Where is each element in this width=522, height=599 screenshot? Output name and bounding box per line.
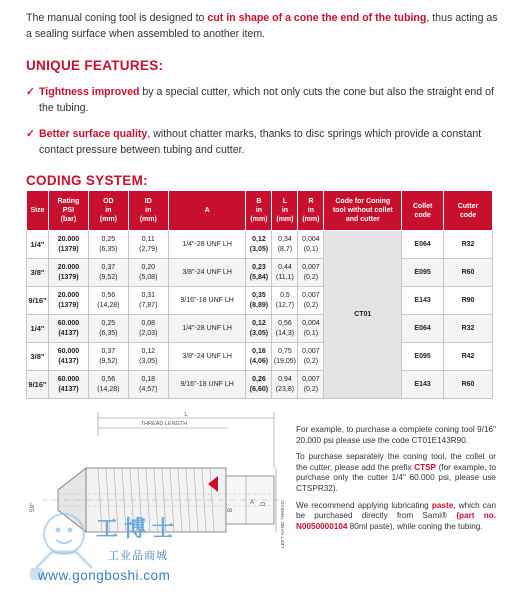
col-r: R in (mm) [298,191,324,231]
watermark-logo-text: 工博士 [96,516,181,542]
watermark-subtitle: 工业品商城 [108,550,168,562]
label-angle: 59° [29,502,36,512]
checkmark-icon: ✓ [26,128,35,140]
col-id: ID in (mm) [128,191,168,231]
table-row: 9/16" 60.000 (4137) 0,56 (14,28) 0,18 (4,57) 9/16"-18 UNF LH 0,26 (6,60) 0,94 (23,8) 0,007 (0,2) E143 R60 [27,371,493,399]
label-l: L [184,412,188,418]
feature-item: ✓ Tightness improved by a special cutter, which not only cuts the cone but also the straight end of the tubing. [26,86,494,114]
intro-text: The manual coning tool is designed to cut in shape of a cone the end of the tubing, thus acting as a sealing surface when assembled to another item. [26,12,498,40]
shared-code-cell: CT01 [324,231,402,399]
coding-table [26,190,493,399]
col-l: L in (mm) [272,191,298,231]
unique-features-heading: UNIQUE FEATURES: [26,58,164,73]
intro-highlight: cut in shape of a cone the end of the tubing [207,12,427,24]
col-rating: Rating PSI (bar) [48,191,88,231]
prefix-ctsp: CTSP [414,462,437,472]
col-size: Size [27,191,49,231]
feature-title: Better surface quality [39,128,148,140]
label-b: B [228,507,234,512]
table-row: 1/4" 20.000 (1379) 0,25 (6,35) 0,11 (2,79) 1/4"-28 UNF LH 0,12 (3,05) 0,34 (8,7) 0,004 (0,1) CT01 E064 R32 [27,231,493,259]
checkmark-icon: ✓ [26,86,35,98]
table-header-row [27,191,493,231]
feature-title: Tightness improved [39,86,140,98]
example-paragraph: For example, to purchase a complete coning tool 9/16" 20.000 psi please use the code CT01E143R90. [296,425,496,445]
col-cutter: Cutter code [444,191,493,231]
label-thread-length: THREAD LENGTH [140,421,188,427]
example-paragraph: To purchase separately the coning tool, the collet or the cutter, please add the prefix CTSP (for example, to purchase only the cutter 1/4" 60.000 psi, please use CTSPR32). [296,452,496,493]
label-left-thread: LEFT HAND THREAD [281,500,286,548]
col-a: A [168,191,246,231]
watermark-url: www.gongboshi.com [38,568,171,583]
col-b: B in (mm) [246,191,272,231]
feature-item: ✓ Better surface quality, without chatter marks, thanks to disc springs which provide a constant contact pressure between tubing and cutter. [26,128,482,156]
example-text [296,425,496,538]
label-a: A [250,500,255,506]
col-code: Code for Coning tool without collet and cutter [324,191,402,231]
part-number: (part no. N0050000104 [296,511,496,531]
table-row: 1/4" 60.000 (4137) 0,25 (6,35) 0,08 (2,03) 1/4"-28 UNF LH 0,12 (3,05) 0,56 (14,3) 0,004 (0,1) E064 R32 [27,315,493,343]
table-row: 9/16" 20.000 (1379) 0,56 (14,28) 0,31 (7,87) 9/16"-18 UNF LH 0,35 (8,89) 0,5 (12,7) 0,007 (0,2) E143 R90 [27,287,493,315]
col-od: OD in (mm) [88,191,128,231]
label-d: D [261,501,267,506]
coding-system-heading: CODING SYSTEM: [26,173,148,188]
example-paragraph: We recommend applying lubricating paste, which can be purchased directly from Sami® (part no. N0050000104 80ml paste), while coning the tubing. [296,500,496,531]
table-row: 3/8" 20.000 (1379) 0,37 (9,52) 0,20 (5,08) 3/8"-24 UNF LH 0,23 (5,84) 0,44 (11,1) 0,007 (0,2) E095 R60 [27,259,493,287]
table-row: 3/8" 60.000 (4137) 0,37 (9,52) 0,12 (3,05) 3/8"-24 UNF LH 0,16 (4,06) 0,75 (19,05) 0,007 (0,2) E095 R42 [27,343,493,371]
paste-highlight: paste [431,500,454,510]
col-collet: Collet code [402,191,444,231]
